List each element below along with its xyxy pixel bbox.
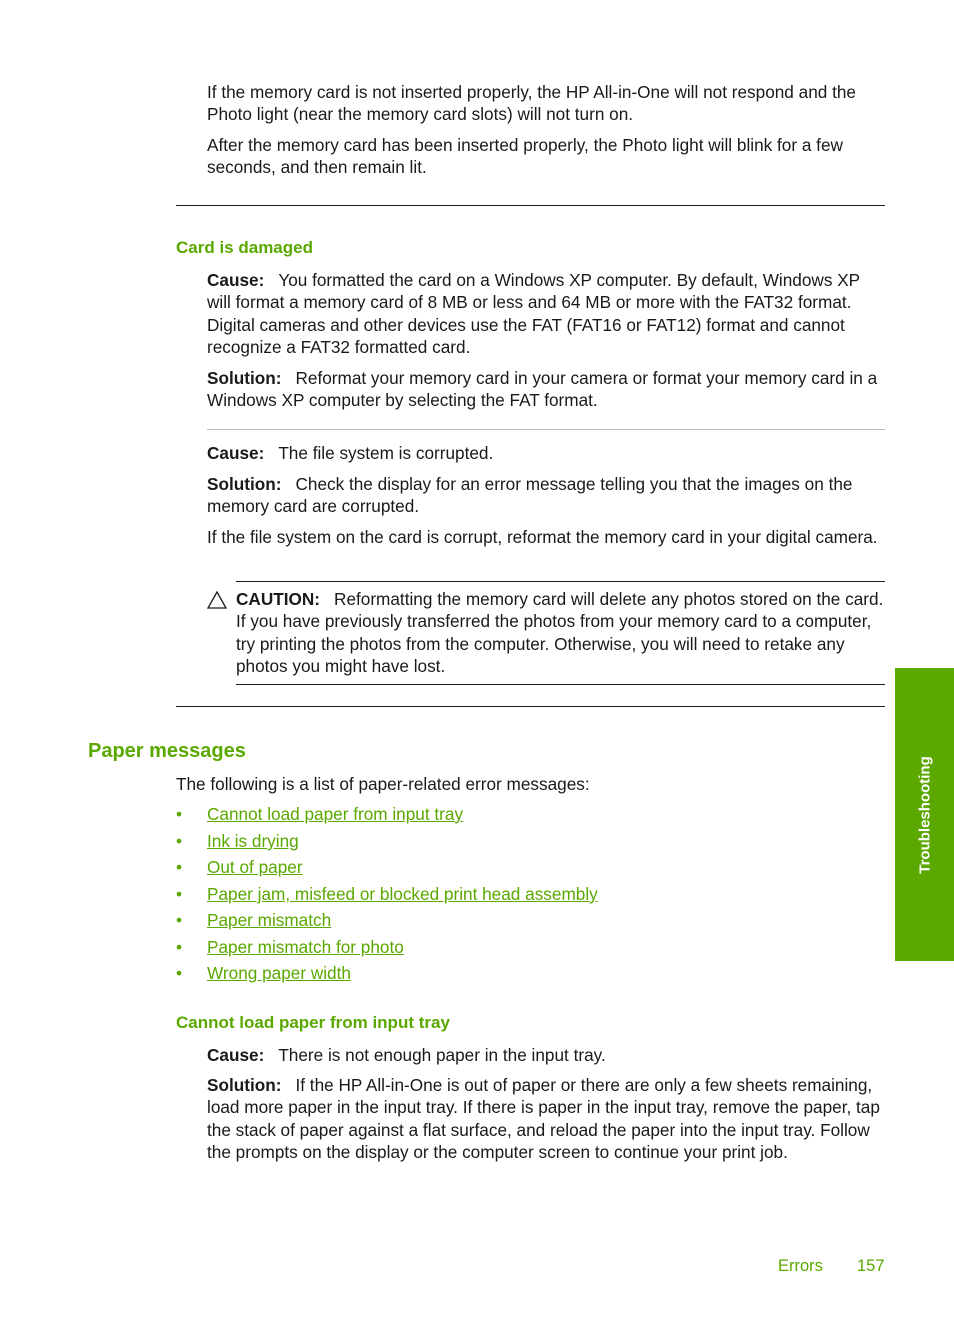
- solution-paragraph: [207, 367, 887, 412]
- caution-triangle-icon: [206, 590, 228, 610]
- solution-label: Solution:: [207, 474, 282, 494]
- footer-section-name: Errors: [778, 1257, 823, 1275]
- link-ink-is-drying[interactable]: Ink is drying: [207, 831, 299, 851]
- solution-text: If the HP All-in-One is out of paper or there are only a few sheets remaining, load more paper in the input tray. If there is paper in the input tray, remove the paper, tap the stack of paper against a flat surface, and reload the paper into the input tray. Follow the prompts on the display or the computer screen to continue your print job.: [207, 1075, 880, 1163]
- caution-bottom-rule: [236, 684, 885, 685]
- link-cannot-load-paper[interactable]: Cannot load paper from input tray: [207, 804, 464, 824]
- link-paper-mismatch[interactable]: Paper mismatch: [207, 910, 332, 930]
- solution-paragraph: [207, 1074, 887, 1164]
- bullet-icon: •: [176, 884, 183, 904]
- reformat-paragraph: If the file system on the card is corrupt, reformat the memory card in your digital camera.: [207, 527, 878, 547]
- troubleshooting-side-tab: [895, 668, 954, 961]
- section-divider: [176, 706, 885, 707]
- solution-label: Solution:: [207, 368, 282, 388]
- link-paper-jam[interactable]: Paper jam, misfeed or blocked print head assembly: [207, 884, 598, 904]
- bullet-icon: •: [176, 804, 183, 824]
- solution-paragraph: [207, 473, 887, 518]
- cause-paragraph: [207, 442, 887, 464]
- intro-paragraph-2: After the memory card has been inserted properly, the Photo light will blink for a few seconds, and then remain lit.: [207, 135, 843, 178]
- page-number: 157: [857, 1257, 885, 1275]
- cannot-load-heading: Cannot load paper from input tray: [176, 1013, 450, 1032]
- link-paper-mismatch-photo[interactable]: Paper mismatch for photo: [207, 937, 404, 957]
- solution-label: Solution:: [207, 1075, 282, 1095]
- section-divider: [176, 205, 885, 206]
- link-out-of-paper[interactable]: Out of paper: [207, 857, 303, 877]
- cause-text: There is not enough paper in the input tray.: [278, 1045, 606, 1065]
- cause-label: Cause:: [207, 1045, 265, 1065]
- cause-text: The file system is corrupted.: [278, 443, 494, 463]
- cause-paragraph: [207, 1044, 887, 1066]
- caution-top-rule: [236, 581, 885, 582]
- card-damaged-heading: Card is damaged: [176, 238, 313, 257]
- cause-paragraph: [207, 269, 887, 359]
- caution-text: Reformatting the memory card will delete any photos stored on the card. If you have previously transferred the photos from your memory card to a computer, try printing the photos from the computer. Otherwise, you will need to retake any photos you might have lost.: [236, 589, 884, 677]
- bullet-icon: •: [176, 910, 183, 930]
- bullet-icon: •: [176, 963, 183, 983]
- solution-text: Check the display for an error message telling you that the images on the memory card are corrupted.: [207, 474, 853, 517]
- caution-paragraph: [236, 588, 886, 678]
- cause-text: You formatted the card on a Windows XP computer. By default, Windows XP will format a memory card of 8 MB or less and 64 MB or more with the FAT32 format. Digital cameras and other devices use the FAT (FAT16 or FAT12) format and cannot recognize a FAT32 formatted card.: [207, 270, 860, 358]
- cause-label: Cause:: [207, 443, 265, 463]
- link-wrong-paper-width[interactable]: Wrong paper width: [207, 963, 351, 983]
- bullet-icon: •: [176, 857, 183, 877]
- bullet-icon: •: [176, 937, 183, 957]
- side-tab-label: Troubleshooting: [916, 755, 933, 874]
- cause-divider: [207, 429, 885, 430]
- intro-paragraph-1: If the memory card is not inserted properly, the HP All-in-One will not respond and the Photo light (near the memory card slots) will not turn on.: [207, 82, 856, 125]
- paper-messages-intro: The following is a list of paper-related error messages:: [176, 774, 590, 794]
- bullet-icon: •: [176, 831, 183, 851]
- cause-label: Cause:: [207, 270, 265, 290]
- solution-text: Reformat your memory card in your camera or format your memory card in a Windows XP computer by selecting the FAT format.: [207, 368, 878, 411]
- paper-messages-heading: Paper messages: [88, 740, 246, 762]
- caution-label: CAUTION:: [236, 589, 321, 609]
